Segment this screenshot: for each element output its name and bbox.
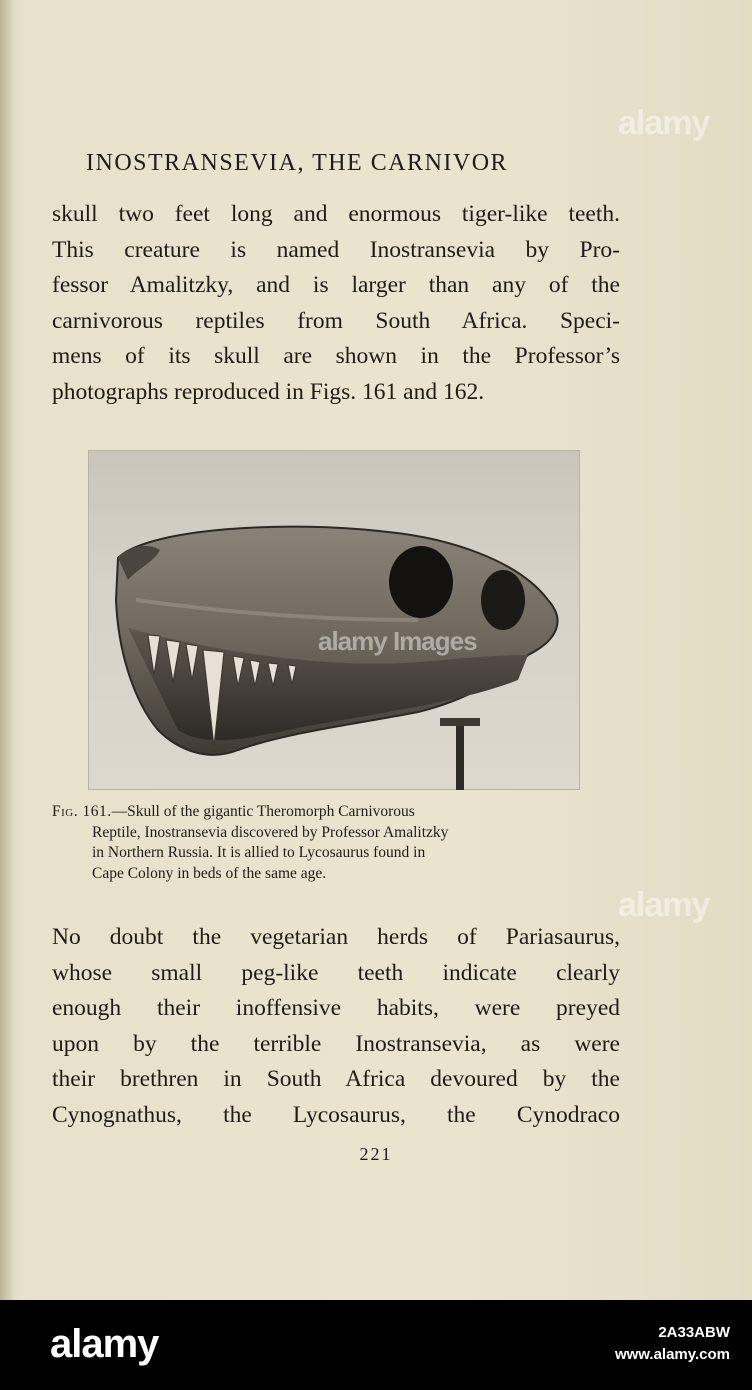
caption-line: in Northern Russia. It is allied to Lycosaurus found in (92, 844, 426, 861)
page-number: 221 (359, 1144, 393, 1164)
text-line: upon by the terrible Inostransevia, as were (52, 1030, 620, 1057)
text-line: carnivorous reptiles from South Africa. Speci- (52, 307, 620, 334)
paragraph-2 (52, 920, 620, 1133)
alamy-logo: alamy (50, 1322, 159, 1366)
site-url: www.alamy.com (614, 1346, 730, 1363)
caption-line: Reptile, Inostransevia discovered by Professor Amalitzky (92, 823, 449, 841)
text-line: photographs reproduced in Figs. 161 and 162. (52, 378, 485, 405)
text-line: No doubt the vegetarian herds of Pariasaurus, (52, 924, 620, 950)
skull-illustration (88, 450, 580, 790)
text-line: fessor Amalitzky, and is larger than any of the (52, 272, 620, 298)
text-line: enough their inoffensive habits, were preyed (52, 995, 620, 1021)
stock-footer-bar (0, 1300, 752, 1390)
image-id: 2A33ABW (658, 1324, 730, 1341)
caption-line: —Skull of the gigantic Theromorph Carnivorous (111, 803, 415, 820)
figure-caption (52, 802, 620, 884)
text-line: skull two feet long and enormous tiger-like teeth. (52, 201, 620, 227)
caption-line: Cape Colony in beds of the same age. (92, 864, 327, 882)
figure-skull-photograph (88, 450, 580, 790)
figure-label: Fig. 161. (52, 803, 112, 820)
page-spine-shadow (0, 0, 14, 1300)
text-line: their brethren in South Africa devoured by the (52, 1066, 620, 1092)
text-line: whose small peg-like teeth indicate clearly (52, 959, 620, 986)
figure-watermark: alamy Images (318, 626, 477, 656)
text-line: This creature is named Inostransevia by Pro- (52, 236, 620, 263)
running-head: INOSTRANSEVIA, THE CARNIVOR (86, 150, 509, 176)
watermark-logo: alamy (618, 104, 710, 142)
text-line: mens of its skull are shown in the Professor’s (52, 343, 620, 369)
footer-meta (615, 1322, 730, 1366)
watermark-logo: alamy (618, 886, 710, 924)
text-line: Cynognathus, the Lycosaurus, the Cynodraco (52, 1101, 620, 1128)
paragraph-1 (52, 197, 620, 410)
